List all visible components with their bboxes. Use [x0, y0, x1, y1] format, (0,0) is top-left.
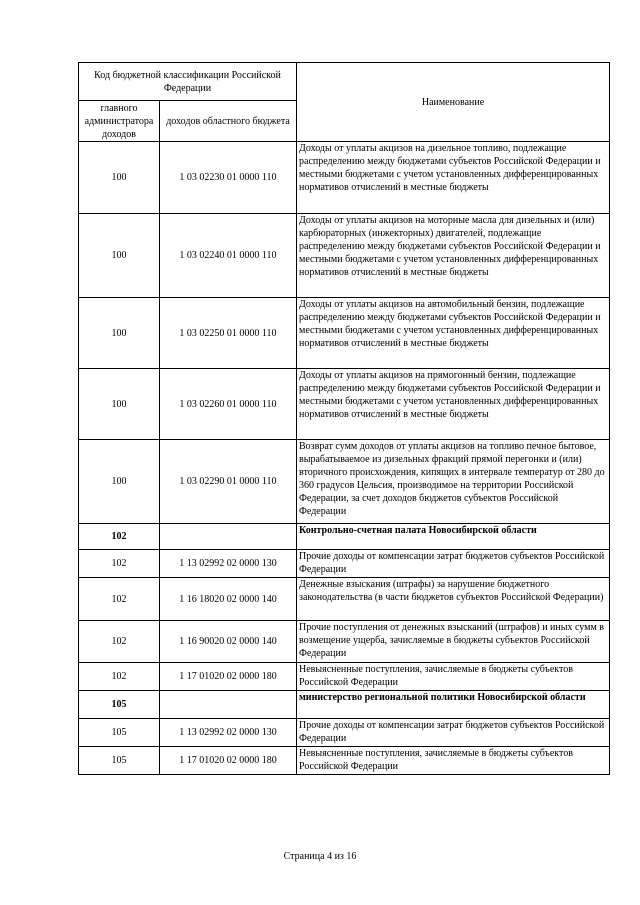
- name-cell: Контрольно-счетная палата Новосибирской области: [297, 524, 610, 550]
- income-code-cell: 1 03 02230 01 0000 110: [160, 142, 297, 214]
- header-admin-col: главного администратора доходов: [79, 101, 160, 142]
- name-cell: Возврат сумм доходов от уплаты акцизов на топливо печное бытовое, вырабатываемое из дизельных фракций прямой перегонки и (или) вторичного происхождения, кипящих в интервале температур от 280 до 360 градусов Цельсия, производимое на территории Российской Федерации, за счет доходов бюджетов субъектов Российской Федерации: [297, 440, 610, 524]
- name-cell: Денежные взыскания (штрафы) за нарушение бюджетного законодательства (в части бюджетов субъектов Российской Федерации): [297, 578, 610, 621]
- income-code-cell: 1 03 02260 01 0000 110: [160, 369, 297, 440]
- organization-row: [79, 524, 610, 550]
- admin-code-cell: 100: [79, 142, 160, 214]
- table-row: [79, 550, 610, 578]
- income-code-cell: 1 03 02290 01 0000 110: [160, 440, 297, 524]
- name-cell: Прочие доходы от компенсации затрат бюджетов субъектов Российской Федерации: [297, 550, 610, 578]
- income-code-cell: 1 13 02992 02 0000 130: [160, 719, 297, 747]
- page-footer: Страница 4 из 16: [283, 851, 357, 862]
- admin-code-cell: 102: [79, 524, 160, 550]
- income-code-cell: 1 16 18020 02 0000 140: [160, 578, 297, 621]
- table-row: [79, 663, 610, 691]
- name-cell: Невыясненные поступления, зачисляемые в бюджеты субъектов Российской Федерации: [297, 747, 610, 775]
- name-cell: Прочие поступления от денежных взысканий (штрафов) и иных сумм в возмещение ущерба, зачисляемые в бюджеты субъектов Российской Федерации: [297, 621, 610, 663]
- admin-code-cell: 105: [79, 719, 160, 747]
- name-cell: министерство региональной политики Новосибирской области: [297, 691, 610, 719]
- admin-code-cell: 102: [79, 550, 160, 578]
- income-code-cell: [160, 524, 297, 550]
- admin-code-cell: 102: [79, 621, 160, 663]
- income-code-cell: 1 17 01020 02 0000 180: [160, 663, 297, 691]
- admin-code-cell: 100: [79, 369, 160, 440]
- table-row: [79, 440, 610, 524]
- income-code-cell: 1 03 02240 01 0000 110: [160, 214, 297, 298]
- admin-code-cell: 102: [79, 663, 160, 691]
- name-cell: Невыясненные поступления, зачисляемые в бюджеты субъектов Российской Федерации: [297, 663, 610, 691]
- admin-code-cell: 105: [79, 691, 160, 719]
- name-cell: Прочие доходы от компенсации затрат бюджетов субъектов Российской Федерации: [297, 719, 610, 747]
- budget-classification-table: [78, 62, 610, 775]
- income-code-cell: 1 17 01020 02 0000 180: [160, 747, 297, 775]
- table-row: [79, 621, 610, 663]
- header-code-group: Код бюджетной классификации Российской Федерации: [79, 63, 297, 101]
- admin-code-cell: 102: [79, 578, 160, 621]
- admin-code-cell: 100: [79, 298, 160, 369]
- admin-code-cell: 105: [79, 747, 160, 775]
- admin-code-cell: 100: [79, 440, 160, 524]
- income-code-cell: [160, 691, 297, 719]
- income-code-cell: 1 13 02992 02 0000 130: [160, 550, 297, 578]
- income-code-cell: 1 03 02250 01 0000 110: [160, 298, 297, 369]
- header-name: Наименование: [297, 63, 610, 142]
- table-row: [79, 578, 610, 621]
- header-income-col: доходов областного бюджета: [160, 101, 297, 142]
- admin-code-cell: 100: [79, 214, 160, 298]
- organization-row: [79, 691, 610, 719]
- table-row: [79, 298, 610, 369]
- name-cell: Доходы от уплаты акцизов на прямогонный бензин, подлежащие распределению между бюджетами субъектов Российской Федерации и местными бюджетами с учетом установленных дифференцированных нормативов отчислений в местные бюджеты: [297, 369, 610, 440]
- table-row: [79, 719, 610, 747]
- name-cell: Доходы от уплаты акцизов на моторные масла для дизельных и (или) карбюраторных (инжекторных) двигателей, подлежащие распределению между бюджетами субъектов Российской Федерации и местными бюджетами с учетом установленных дифференцированных нормативов отчислений в местные бюджеты: [297, 214, 610, 298]
- name-cell: Доходы от уплаты акцизов на дизельное топливо, подлежащие распределению между бюджетами субъектов Российской Федерации и местными бюджетами с учетом установленных дифференцированных нормативов отчислений в местные бюджеты: [297, 142, 610, 214]
- name-cell: Доходы от уплаты акцизов на автомобильный бензин, подлежащие распределению между бюджетами субъектов Российской Федерации и местными бюджетами с учетом установленных дифференцированных нормативов отчислений в местные бюджеты: [297, 298, 610, 369]
- table-row: [79, 142, 610, 214]
- table-row: [79, 747, 610, 775]
- table-row: [79, 369, 610, 440]
- table-row: [79, 214, 610, 298]
- income-code-cell: 1 16 90020 02 0000 140: [160, 621, 297, 663]
